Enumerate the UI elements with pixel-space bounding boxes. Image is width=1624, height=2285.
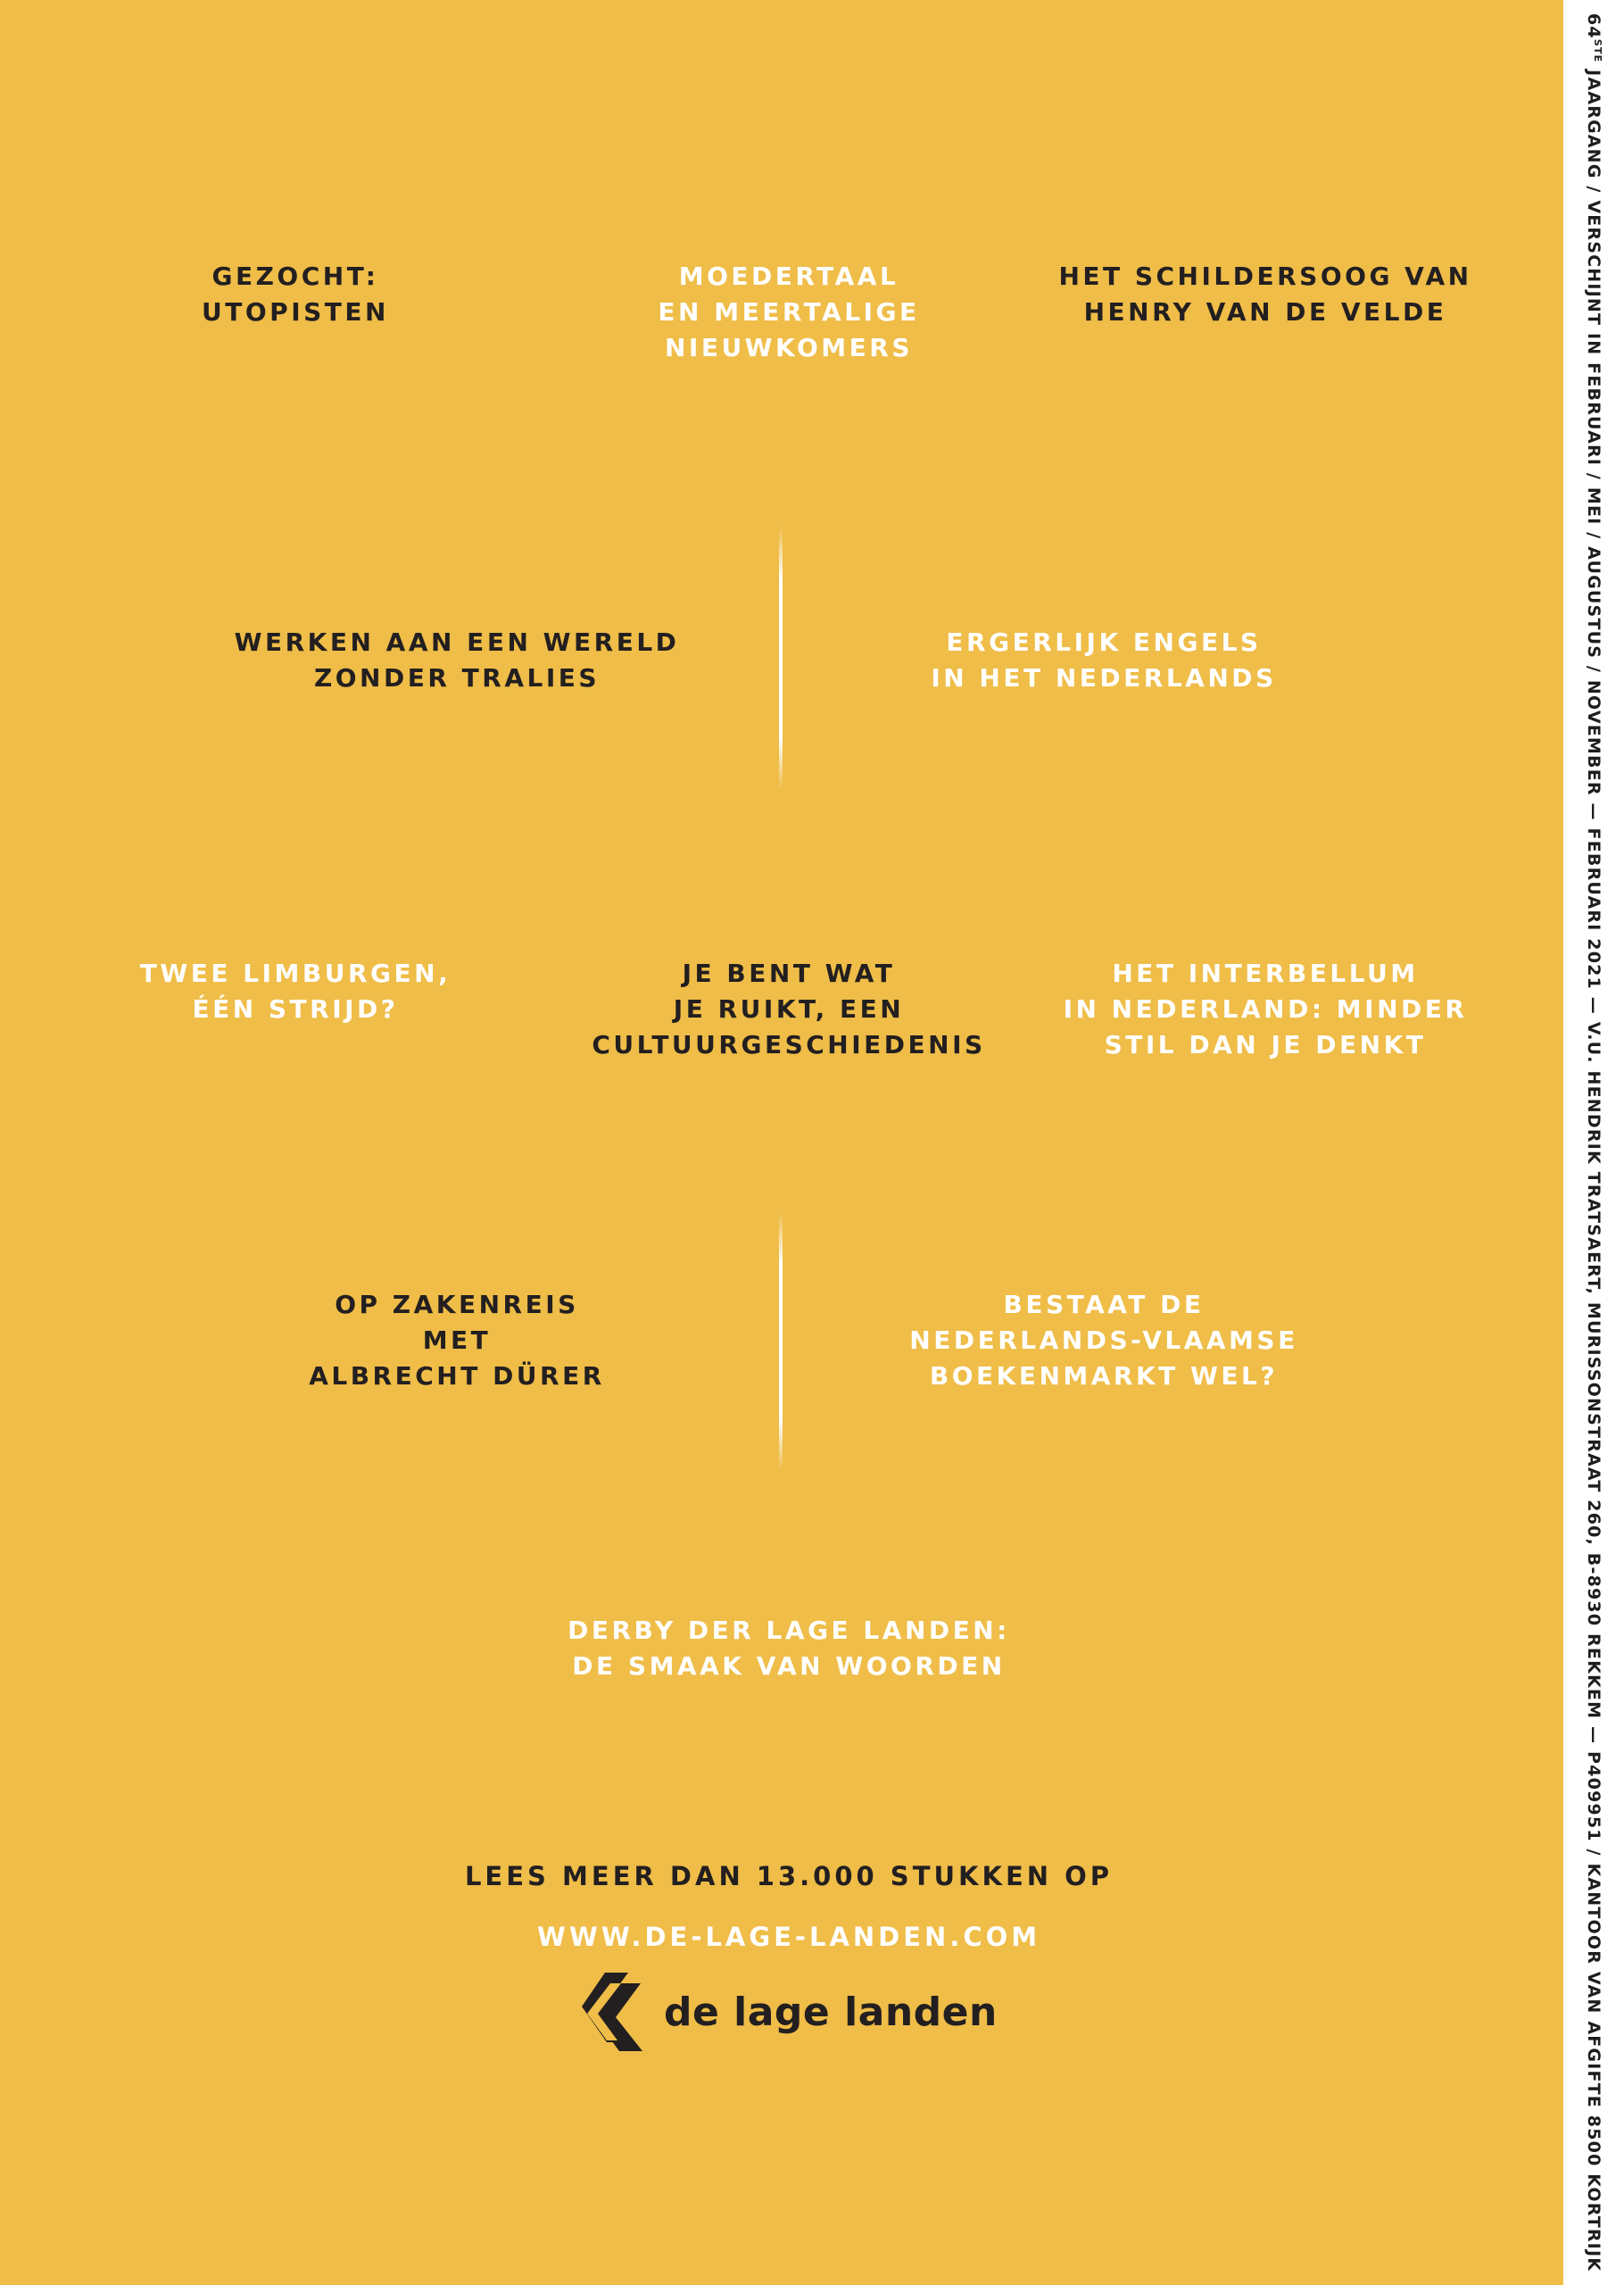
vertical-divider: [779, 527, 783, 790]
article-title-moedertaal: MOEDERTAAL EN MEERTALIGE NIEUWKOMERS: [658, 262, 920, 362]
article-title-boekenmarkt: BESTAAT DE NEDERLANDS-VLAAMSE BOEKENMARKT WEL?: [909, 1290, 1298, 1391]
article-title-interbellum: HET INTERBELLUM IN NEDERLAND: MINDER STIL DAN JE DENKT: [1063, 959, 1468, 1059]
logo-wordmark: de lage landen: [664, 1989, 998, 2035]
publication-info: [1584, 13, 1603, 2272]
publication-details: JAARGANG / VERSCHIJNT IN FEBRUARI / MEI / AUGUSTUS / NOVEMBER — FEBRUARI 2021 — V.U. HENDRIK TRATSAERT, MURISSONSTRAAT 260, B-8930 REKKEM — P409951 / KANTOOR VAN AFGIFTE 8500 KORTRIJK: [1583, 62, 1603, 2273]
article-title-utopisten: GEZOCHT: UTOPISTEN: [202, 262, 389, 327]
volume-number: 64: [1583, 12, 1603, 39]
article-title-engels: ERGERLIJK ENGELS IN HET NEDERLANDS: [931, 627, 1277, 693]
vertical-divider: [779, 1212, 783, 1471]
article-title-ruikt: JE BENT WAT JE RUIKT, EEN CULTUURGESCHIEDENIS: [592, 959, 986, 1059]
article-title-schildersoog: HET SCHILDERSOOG VAN HENRY VAN DE VELDE: [1058, 262, 1472, 327]
article-title-tralies: WERKEN AAN EEN WERELD ZONDER TRALIES: [234, 627, 680, 693]
article-title-limburgen: TWEE LIMBURGEN, ÉÉN STRIJD?: [139, 959, 452, 1024]
website-link[interactable]: WWW.DE-LAGE-LANDEN.COM: [536, 1922, 1041, 1952]
brand-logo: [578, 1969, 998, 2055]
logo-mark-icon: [578, 1971, 655, 2053]
volume-suffix: STE: [1592, 38, 1604, 63]
read-more-line: LEES MEER DAN 13.000 STUKKEN OP: [464, 1861, 1114, 1891]
article-title-durer: OP ZAKENREIS MET ALBRECHT DÜRER: [309, 1290, 605, 1391]
article-title-derby: DERBY DER LAGE LANDEN: DE SMAAK VAN WOORDEN: [568, 1616, 1010, 1681]
